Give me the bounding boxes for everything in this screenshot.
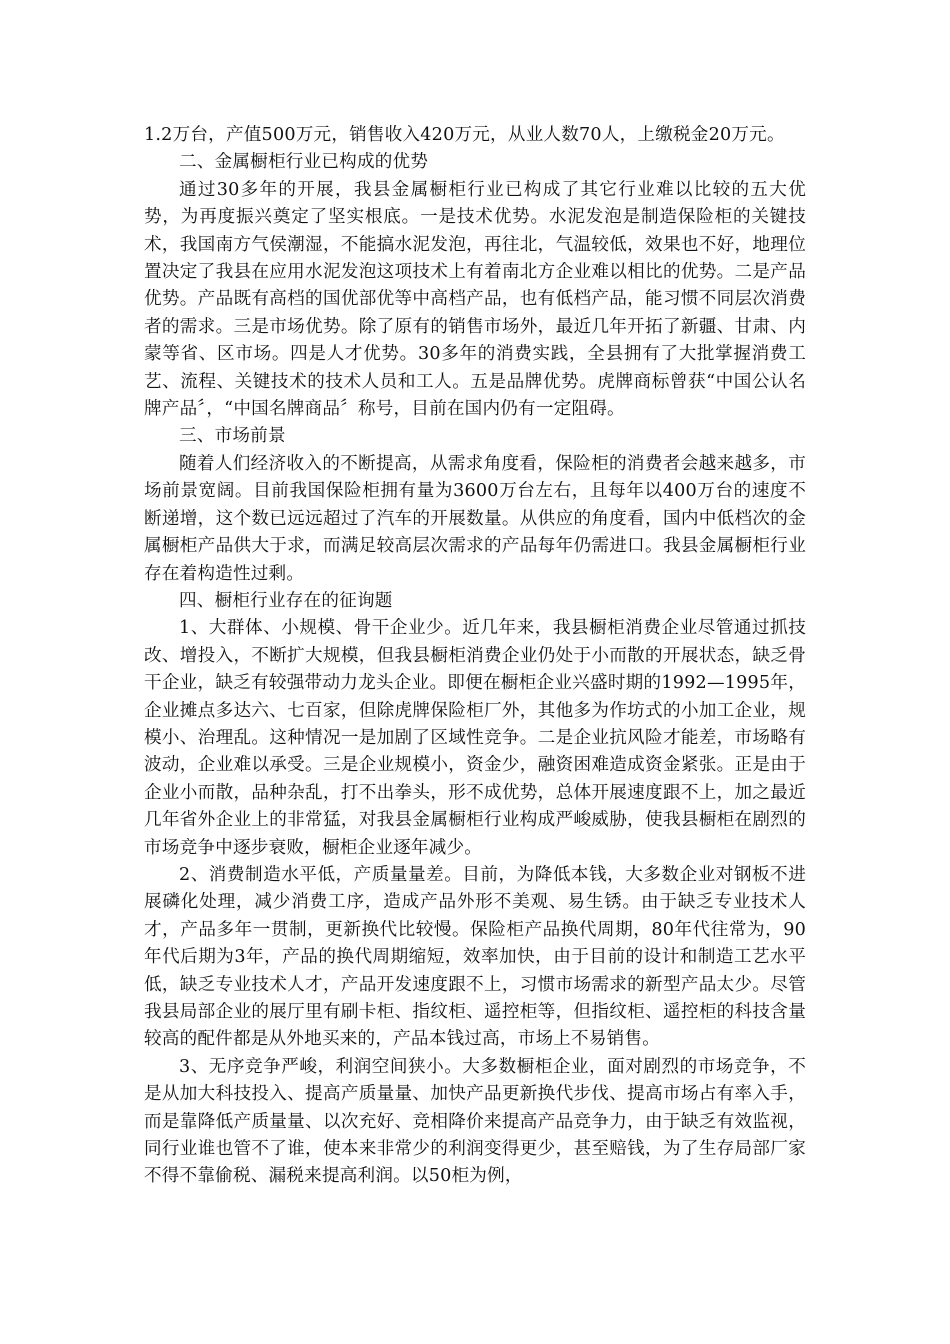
section-heading-problems: 四、橱柜行业存在的征询题 [179, 590, 393, 611]
paragraph-market-outlook: 随着人们经济收入的不断提高，从需求角度看，保险柜的消费者会越来越多，市场前景宽阔。目前我国保险柜拥有量为3600万台左右，且每年以400万台的速度不断递增，这个数已远远超过了汽车的开展数量。从供应的角度看，国内中低档次的金属橱柜产品供大于求，而满足较高层次需求的产品每年仍需进口。我县金属橱柜行业存在着构造性过剩。 [144, 453, 806, 584]
section-heading-market-outlook: 三、市场前景 [179, 426, 286, 447]
paragraph-output-stats: 1.2万台，产值500万元，销售收入420万元，从业人数70人，上缴税金20万元。 [144, 125, 785, 145]
section-heading-advantages: 二、金属橱柜行业已构成的优势 [179, 152, 429, 173]
paragraph-problem-1: 1、大群体、小规模、骨干企业少。近几年来，我县橱柜消费企业尽管通过抓技改、增投入，不断扩大规模，但我县橱柜消费企业仍处于小而散的开展状态，缺乏骨干企业，缺乏有较强带动力龙头企业。即便在橱柜企业兴盛时期的1992—1995年，企业摊点多达六、七百家，但除虎牌保险柜厂外，其他多为作坊式的小加工企业，规模小、治理乱。这种情况一是加剧了区域性竞争。二是企业抗风险才能差，市场略有波动，企业难以承受。三是企业规模小，资金少，融资困难造成资金紧张。正是由于企业小而散，品种杂乱，打不出拳头，形不成优势，总体开展速度跟不上，加之最近几年省外企业上的非常猛，对我县金属橱柜行业构成严峻威胁，使我县橱柜在剧烈的市场竞争中逐步衰败，橱柜企业逐年减少。 [144, 618, 806, 858]
paragraph-problem-2: 2、消费制造水平低，产质量量差。目前，为降低本钱，大多数企业对钢板不进展磷化处理，减少消费工序，造成产品外形不美观、易生锈。由于缺乏专业技术人才，产品多年一贯制，更新换代比较慢。保险柜产品换代周期，80年代往常为，90年代后期为3年，产品的换代周期缩短，效率加快，由于目前的设计和制造工艺水平低，缺乏专业技术人才，产品开发速度跟不上，习惯市场需求的新型产品太少。尽管我县局部企业的展厅里有刷卡柜、指纹柜、遥控柜等，但指纹柜、遥控柜的科技含量较高的配件都是从外地买来的，产品本钱过高，市场上不易销售。 [144, 864, 806, 1050]
paragraph-problem-3: 3、无序竞争严峻，利润空间狭小。大多数橱柜企业，面对剧烈的市场竞争，不是从加大科技投入、提高产质量量、加快产品更新换代步伐、提高市场占有率入手，而是靠降低产质量量、以次充好、竞相降价来提高产品竞争力，由于缺乏有效监视，同行业谁也管不了谁，使本来非常少的利润变得更少，甚至赔钱，为了生存局部厂家不得不靠偷税、漏税来提高利润。以50柜为例， [144, 1056, 806, 1187]
paragraph-advantages: 通过30多年的开展，我县金属橱柜行业已构成了其它行业难以比较的五大优势，为再度振兴奠定了坚实根底。一是技术优势。水泥发泡是制造保险柜的关键技术，我国南方气侯潮湿，不能搞水泥发泡，再往北，气温较低，效果也不好，地理位置决定了我县在应用水泥发泡这项技术上有着南北方企业难以相比的优势。二是产品优势。产品既有高档的国优部优等中高档产品，也有低档产品，能习惯不同层次消费者的需求。三是市场优势。除了原有的销售市场外，最近几年开拓了新疆、甘肃、内蒙等省、区市场。四是人才优势。30多年的消费实践，全县拥有了大批掌握消费工艺、流程、关键技术的技术人员和工人。五是品牌优势。虎牌商标曾获“中国公认名牌产品〞，“中国名牌商品〞称号，目前在国内仍有一定阻碍。 [144, 179, 806, 420]
document-body [144, 122, 806, 1191]
